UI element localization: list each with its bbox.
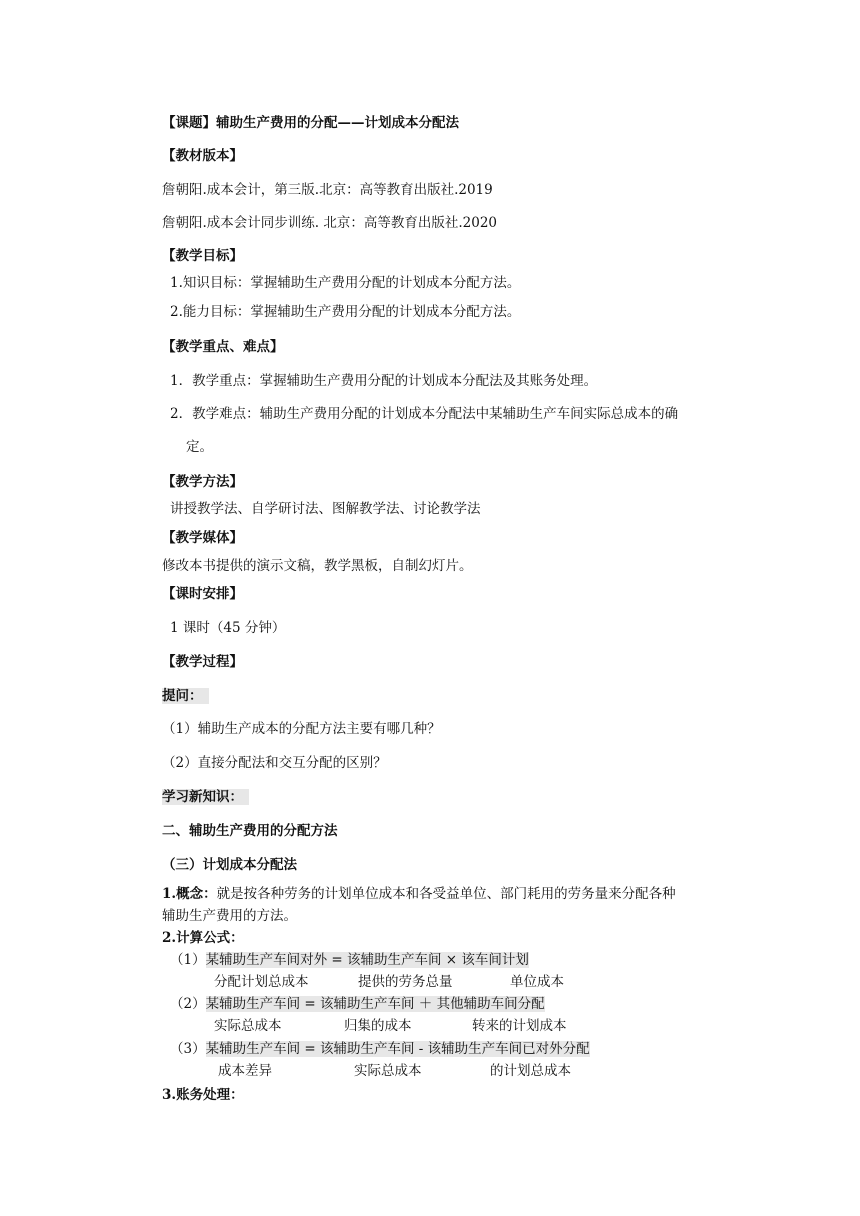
- formula-1-term-b: 提供的劳务总量: [358, 974, 453, 990]
- formula-2-text: 某辅助生产车间 = 该辅助生产车间 ＋ 其他辅助车间分配: [205, 996, 545, 1012]
- subsection-heading: （三）计划成本分配法: [162, 857, 297, 873]
- key-item: 1．教学重点：掌握辅助生产费用分配的计划成本分配法及其账务处理。: [170, 373, 598, 389]
- media-heading: 【教学媒体】: [162, 530, 243, 546]
- concept-label: 1.概念：: [162, 886, 217, 902]
- goal-item: 1.知识目标：掌握辅助生产费用分配的计划成本分配方法。: [170, 275, 521, 291]
- formula-1-text: 某辅助生产车间对外 = 该辅助生产车间 × 该车间计划: [205, 952, 529, 968]
- formula-1-line1: [170, 950, 529, 970]
- formula-3-term-b: 实际总成本: [354, 1063, 422, 1079]
- concept-text: 就是按各种劳务的计划单位成本和各受益单位、部门耗用的劳务量来分配各种: [216, 886, 676, 902]
- formula-3-term-c: 的计划总成本: [490, 1063, 571, 1079]
- keys-heading: 【教学重点、难点】: [162, 339, 284, 355]
- media-text: 修改本书提供的演示文稿，教学黑板，自制幻灯片。: [162, 558, 473, 574]
- edition-heading: 【教材版本】: [162, 148, 243, 164]
- formula-2-term-a: 实际总成本: [214, 1018, 282, 1034]
- key-item: 2．教学难点：辅助生产费用分配的计划成本分配法中某辅助生产车间实际总成本的确: [170, 406, 679, 422]
- methods-heading: 【教学方法】: [162, 474, 243, 490]
- new-knowledge-text: 学习新知识：: [162, 789, 249, 805]
- concept-line: [162, 884, 676, 904]
- topic-title: 【课题】辅助生产费用的分配——计划成本分配法: [162, 115, 459, 131]
- question-item: （2）直接分配法和交互分配的区别？: [162, 755, 387, 771]
- methods-text: 讲授教学法、自学研讨法、图解教学法、讨论教学法: [170, 501, 481, 517]
- process-heading: 【教学过程】: [162, 654, 243, 670]
- new-knowledge-label: [162, 787, 249, 807]
- question-item: （1）辅助生产成本的分配方法主要有哪几种？: [162, 721, 441, 737]
- formula-3-number: （3）: [170, 1041, 206, 1057]
- formula-1-term-c: 单位成本: [510, 974, 564, 990]
- formula-1-number: （1）: [170, 952, 206, 968]
- formula-3-line1: [170, 1039, 590, 1059]
- formula-label: 2.计算公式：: [162, 930, 244, 946]
- formula-1-term-a: 分配计划总成本: [214, 974, 309, 990]
- formula-2-number: （2）: [170, 996, 206, 1012]
- accounting-label: 3.账务处理：: [162, 1087, 244, 1103]
- formula-2-term-c: 转来的计划成本: [472, 1018, 567, 1034]
- formula-3-term-a: 成本差异: [218, 1063, 272, 1079]
- formula-2-term-b: 归集的成本: [344, 1018, 412, 1034]
- edition-line: 詹朝阳.成本会计同步训练. 北京：高等教育出版社.2020: [162, 215, 498, 231]
- question-label-text: 提问：: [162, 688, 209, 704]
- key-item-cont: 定。: [186, 439, 213, 455]
- edition-line: 詹朝阳.成本会计，第三版.北京：高等教育出版社.2019: [162, 182, 493, 198]
- formula-3-text: 某辅助生产车间 = 该辅助生产车间 - 该辅助生产车间已对外分配: [205, 1041, 590, 1057]
- schedule-text: 1 课时（45 分钟）: [170, 620, 286, 636]
- section-heading: 二、辅助生产费用的分配方法: [162, 823, 338, 839]
- goal-item: 2.能力目标：掌握辅助生产费用分配的计划成本分配方法。: [170, 304, 521, 320]
- formula-2-line1: [170, 994, 545, 1014]
- concept-line-cont: 辅助生产费用的方法。: [162, 908, 297, 924]
- schedule-heading: 【课时安排】: [162, 586, 243, 602]
- question-label: [162, 686, 209, 706]
- goals-heading: 【教学目标】: [162, 248, 243, 264]
